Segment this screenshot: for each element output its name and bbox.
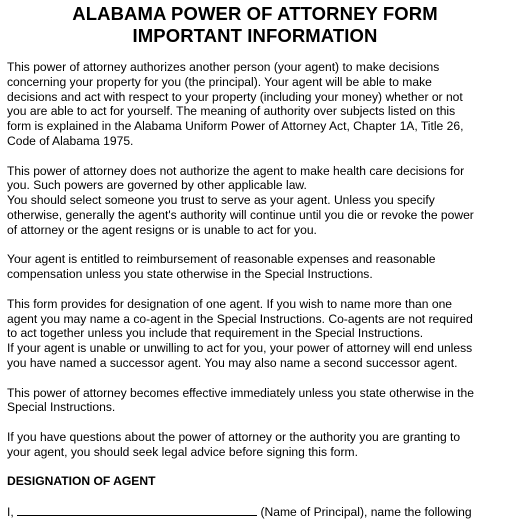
paragraph-1 (7, 60, 507, 149)
title-line-2: IMPORTANT INFORMATION (132, 25, 378, 46)
paragraph-line: of attorney or the agent resigns or is unable to act for you. (7, 222, 317, 237)
paragraph-3 (7, 252, 507, 282)
paragraph-line: decisions and act with respect to your property (including your money) whether or not (7, 89, 463, 104)
title-line-1: ALABAMA POWER OF ATTORNEY FORM (72, 3, 438, 24)
document-title (0, 0, 510, 47)
paragraph-line: You should select someone you trust to serve as your agent. Unless you specify (7, 193, 435, 208)
paragraph-line: form is explained in the Alabama Uniform Power of Attorney Act, Chapter 1A, Title 26, (7, 119, 464, 134)
designation-prefix: I, (7, 504, 14, 519)
paragraph-line: your agent, you should seek legal advice before signing this form. (7, 444, 358, 459)
paragraph-line: This form provides for designation of one agent. If you wish to name more than one (7, 296, 453, 311)
paragraph-5 (7, 386, 507, 416)
paragraph-line: you have named a successor agent. You may also name a second successor agent. (7, 355, 458, 370)
paragraph-2 (7, 164, 507, 238)
principal-name-blank[interactable] (17, 504, 257, 516)
paragraph-line: compensation unless you state otherwise in the Special Instructions. (7, 267, 373, 282)
paragraph-line: to act together unless you include that requirement in the Special Instructions. (7, 326, 424, 341)
paragraph-line: Code of Alabama 1975. (7, 133, 134, 148)
paragraph-line: Your agent is entitled to reimbursement of reasonable expenses and reasonable (7, 252, 436, 267)
paragraph-line: you are able to act for yourself. The meaning of authority over subjects listed on this (7, 104, 456, 119)
paragraph-line: This power of attorney does not authorize the agent to make health care decisions for (7, 163, 465, 178)
paragraph-4 (7, 297, 507, 371)
section-heading: DESIGNATION OF AGENT (7, 474, 156, 489)
document-body (7, 60, 507, 520)
designation-line (7, 504, 507, 520)
paragraph-line: If you have questions about the power of attorney or the authority you are granting to (7, 429, 461, 444)
paragraph-line: concerning your property for you (the principal). Your agent will be able to make (7, 74, 432, 89)
paragraph-line: otherwise, generally the agent's authority will continue until you die or revoke the power (7, 207, 474, 222)
paragraph-line: This power of attorney becomes effective immediately unless you state otherwise in the (7, 385, 474, 400)
paragraph-line: This power of attorney authorizes another person (your agent) to make decisions (7, 60, 440, 74)
paragraph-line: agent you may name a co-agent in the Special Instructions. Co-agents are not required (7, 311, 473, 326)
paragraph-6 (7, 430, 507, 460)
paragraph-line: you. Such powers are governed by other applicable law. (7, 178, 307, 193)
paragraph-line: Special Instructions. (7, 400, 116, 415)
designation-suffix: (Name of Principal), name the following (260, 504, 472, 519)
paragraph-line: If your agent is unable or unwilling to act for you, your power of attorney will end unless (7, 341, 473, 356)
